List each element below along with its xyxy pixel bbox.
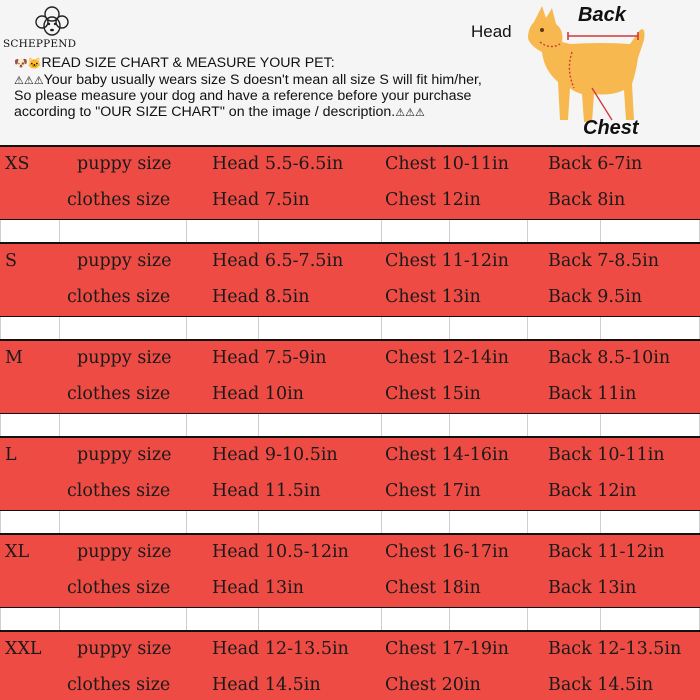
clothes-head-value: Head 10in <box>212 384 304 404</box>
clothes-size-label: clothes size <box>67 675 171 695</box>
row-separator <box>0 511 700 533</box>
clothes-chest-value: Chest 15in <box>385 384 481 404</box>
clothes-back-value: Back 12in <box>548 481 637 501</box>
head-label: Head <box>471 22 512 41</box>
header <box>0 0 700 145</box>
puppy-size-label: puppy size <box>77 542 172 562</box>
size-code: M <box>5 348 23 368</box>
puppy-back-value: Back 10-11in <box>548 445 665 465</box>
puppy-size-row <box>0 147 700 183</box>
row-separator <box>0 317 700 339</box>
clothes-head-value: Head 8.5in <box>212 287 310 307</box>
puppy-chest-value: Chest 14-16in <box>385 445 509 465</box>
puppy-size-label: puppy size <box>77 251 172 271</box>
puppy-back-value: Back 8.5-10in <box>548 348 671 368</box>
clothes-size-row <box>0 183 700 219</box>
row-separator <box>0 608 700 630</box>
clothes-back-value: Back 9.5in <box>548 287 642 307</box>
puppy-chest-value: Chest 16-17in <box>385 542 509 562</box>
back-label: Back <box>578 4 626 26</box>
puppy-size-row <box>0 341 700 377</box>
clothes-size-label: clothes size <box>67 481 171 501</box>
clothes-back-value: Back 11in <box>548 384 637 404</box>
puppy-size-label: puppy size <box>77 348 172 368</box>
puppy-chest-value: Chest 11-12in <box>385 251 509 271</box>
clothes-size-label: clothes size <box>67 190 171 210</box>
puppy-size-row <box>0 535 700 571</box>
warning-icon: ⚠⚠⚠ <box>14 74 44 87</box>
clothes-back-value: Back 14.5in <box>548 675 654 695</box>
chest-label: Chest <box>583 117 639 139</box>
clothes-head-value: Head 14.5in <box>212 675 321 695</box>
puppy-head-value: Head 9-10.5in <box>212 445 338 465</box>
warning-icon: ⚠⚠⚠ <box>395 106 425 119</box>
puppy-size-label: puppy size <box>77 445 172 465</box>
clothes-size-label: clothes size <box>67 578 171 598</box>
puppy-head-value: Head 7.5-9in <box>212 348 327 368</box>
clothes-size-label: clothes size <box>67 287 171 307</box>
clothes-size-row <box>0 571 700 607</box>
row-separator <box>0 220 700 242</box>
size-code: XXL <box>5 639 42 659</box>
notice-title: READ SIZE CHART & MEASURE YOUR PET: <box>41 55 335 71</box>
poodle-logo-icon <box>32 4 72 40</box>
clothes-size-label: clothes size <box>67 384 171 404</box>
puppy-back-value: Back 12-13.5in <box>548 639 682 659</box>
clothes-head-value: Head 13in <box>212 578 304 598</box>
puppy-size-row <box>0 244 700 280</box>
puppy-size-label: puppy size <box>77 639 172 659</box>
clothes-size-row <box>0 668 700 700</box>
puppy-head-value: Head 5.5-6.5in <box>212 154 344 174</box>
clothes-head-value: Head 11.5in <box>212 481 321 501</box>
puppy-back-value: Back 11-12in <box>548 542 665 562</box>
clothes-back-value: Back 8in <box>548 190 626 210</box>
size-notice <box>14 56 492 121</box>
clothes-chest-value: Chest 17in <box>385 481 481 501</box>
brand-name: SCHEPPEND <box>3 38 77 50</box>
puppy-chest-value: Chest 12-14in <box>385 348 509 368</box>
puppy-back-value: Back 7-8.5in <box>548 251 660 271</box>
puppy-size-row <box>0 632 700 668</box>
clothes-size-row <box>0 474 700 510</box>
clothes-head-value: Head 7.5in <box>212 190 310 210</box>
puppy-head-value: Head 12-13.5in <box>212 639 349 659</box>
pet-emoji-icon: 🐶🐱 <box>14 58 42 70</box>
puppy-chest-value: Chest 10-11in <box>385 154 509 174</box>
clothes-chest-value: Chest 13in <box>385 287 481 307</box>
clothes-size-row <box>0 280 700 316</box>
clothes-back-value: Back 13in <box>548 578 637 598</box>
puppy-back-value: Back 6-7in <box>548 154 643 174</box>
clothes-size-row <box>0 377 700 413</box>
clothes-chest-value: Chest 12in <box>385 190 481 210</box>
size-code: XS <box>5 154 30 174</box>
clothes-chest-value: Chest 18in <box>385 578 481 598</box>
size-code: XL <box>5 542 30 562</box>
puppy-size-row <box>0 438 700 474</box>
size-code: S <box>5 251 17 271</box>
puppy-chest-value: Chest 17-19in <box>385 639 509 659</box>
clothes-chest-value: Chest 20in <box>385 675 481 695</box>
puppy-head-value: Head 6.5-7.5in <box>212 251 344 271</box>
row-separator <box>0 414 700 436</box>
size-code: L <box>5 445 17 465</box>
puppy-head-value: Head 10.5-12in <box>212 542 349 562</box>
puppy-size-label: puppy size <box>77 154 172 174</box>
notice-body: Your baby usually wears size S doesn't mean all size S will fit him/her, So please measure your dog and have a reference before your purchase according to "OUR SIZE CHART" on the image / description. <box>14 71 482 120</box>
